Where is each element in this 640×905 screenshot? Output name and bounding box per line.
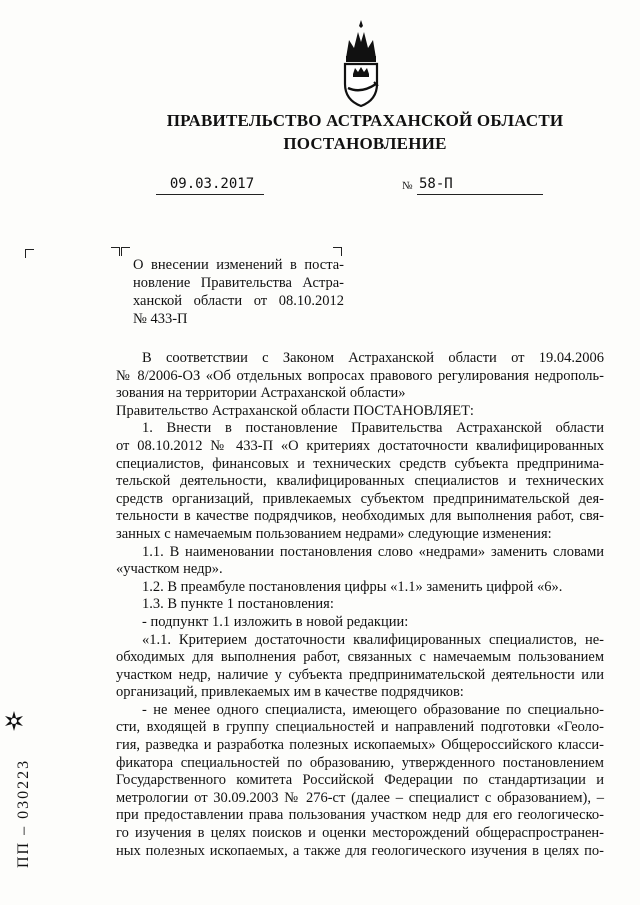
- doc-number: 58-П: [419, 176, 453, 192]
- number-underline: [417, 194, 543, 195]
- registration-stamp: ПП – 030223: [15, 758, 32, 868]
- subject-line: № 433-П: [133, 311, 188, 327]
- body-line: от 08.10.2012 № 433-П «О критериях достаточности квалифицированных: [116, 437, 604, 454]
- coat-of-arms-icon: [338, 18, 384, 108]
- doc-date: 09.03.2017: [169, 176, 255, 192]
- body-line: Правительство Астраханской области ПОСТАНОВЛЯЕТ:: [116, 402, 474, 419]
- body-line: 1.3. В пункте 1 постановления:: [142, 596, 334, 613]
- body-line: - подпункт 1.1 изложить в новой редакции:: [142, 613, 409, 630]
- body-line: «1.1. Критерием достаточности квалифицированных специалистов, не-: [142, 631, 604, 648]
- body-line: участком недр, наличие у субъекта предпринимательской деятельности или: [116, 666, 604, 683]
- body-line: № 8/2006-ОЗ «Об отдельных вопросах правового регулирования недрополь-: [116, 367, 604, 384]
- doc-type-heading: ПОСТАНОВЛЕНИЕ: [283, 134, 447, 153]
- body-line: специалистов, финансовых и технических средств субъекта предпринима-: [116, 455, 604, 472]
- body-line: тельности в качестве подрядчиков, необходимых для выполнения работ, свя-: [116, 508, 604, 525]
- subject-line: ханской области от 08.10.2012: [133, 293, 344, 309]
- number-sign: №: [402, 180, 413, 192]
- body-line: организаций, привлекаемых им в качестве подрядчиков:: [116, 684, 464, 701]
- body-line: средств организаций, привлекаемых субъектом предпринимательской дея-: [116, 490, 604, 507]
- body-line: 1. Внести в постановление Правительства Астраханской области: [142, 420, 604, 437]
- body-line: тельской деятельности, квалифицированных специалистов и технических: [116, 473, 604, 490]
- body-line: обходимых для выполнения работ, связанных с намечаемым пользованием: [116, 649, 604, 666]
- stamp-mark-icon: [3, 710, 25, 732]
- subject-line: новление Правительства Астра-: [133, 275, 344, 291]
- body-line: го изучения в целях поисков и оценки месторождений общераспространен-: [116, 825, 604, 842]
- body-line: занных с намечаемым пользованием недрами» следующие изменения:: [116, 525, 552, 542]
- body-line: - не менее одного специалиста, имеющего образование по специально-: [142, 701, 604, 718]
- corner-mark: [25, 249, 34, 258]
- org-heading: ПРАВИТЕЛЬСТВО АСТРАХАНСКОЙ ОБЛАСТИ: [166, 111, 564, 130]
- body-line: 1.1. В наименовании постановления слово «недрами» заменить словами: [142, 543, 604, 560]
- subject-line: О внесении изменений в поста-: [133, 257, 344, 273]
- body-line: при предоставлении права пользования участком недр для его геологическо-: [116, 807, 604, 824]
- doc-body: [116, 350, 604, 860]
- body-line: ных полезных ископаемых, а также для геологического изучения в целях по-: [116, 842, 604, 859]
- body-line: 1.2. В преамбуле постановления цифры «1.1» заменить цифрой «6».: [142, 578, 563, 595]
- body-line: гия, разведка и разработка полезных ископаемых» Общероссийского класси-: [116, 737, 604, 754]
- body-line: В соответствии с Законом Астраханской области от 19.04.2006: [142, 350, 604, 366]
- body-line: «участком недр».: [116, 561, 223, 578]
- body-line: Государственного комитета Российской Федерации по стандартизации и: [116, 772, 604, 789]
- body-line: зования на территории Астраханской области»: [116, 385, 406, 402]
- body-line: сти, входящей в группу специальностей и направлений подготовки «Геоло-: [116, 719, 604, 736]
- body-line: метрологии от 30.09.2003 № 276-ст (далее – специалист с образованием), –: [116, 789, 604, 806]
- corner-mark: [333, 247, 342, 256]
- date-underline: [156, 194, 264, 195]
- body-line: фикатора специальностей по образованию, утвержденного постановлением: [116, 754, 604, 771]
- corner-mark: [121, 247, 130, 256]
- corner-mark: [111, 247, 120, 256]
- doc-subject: [133, 256, 344, 328]
